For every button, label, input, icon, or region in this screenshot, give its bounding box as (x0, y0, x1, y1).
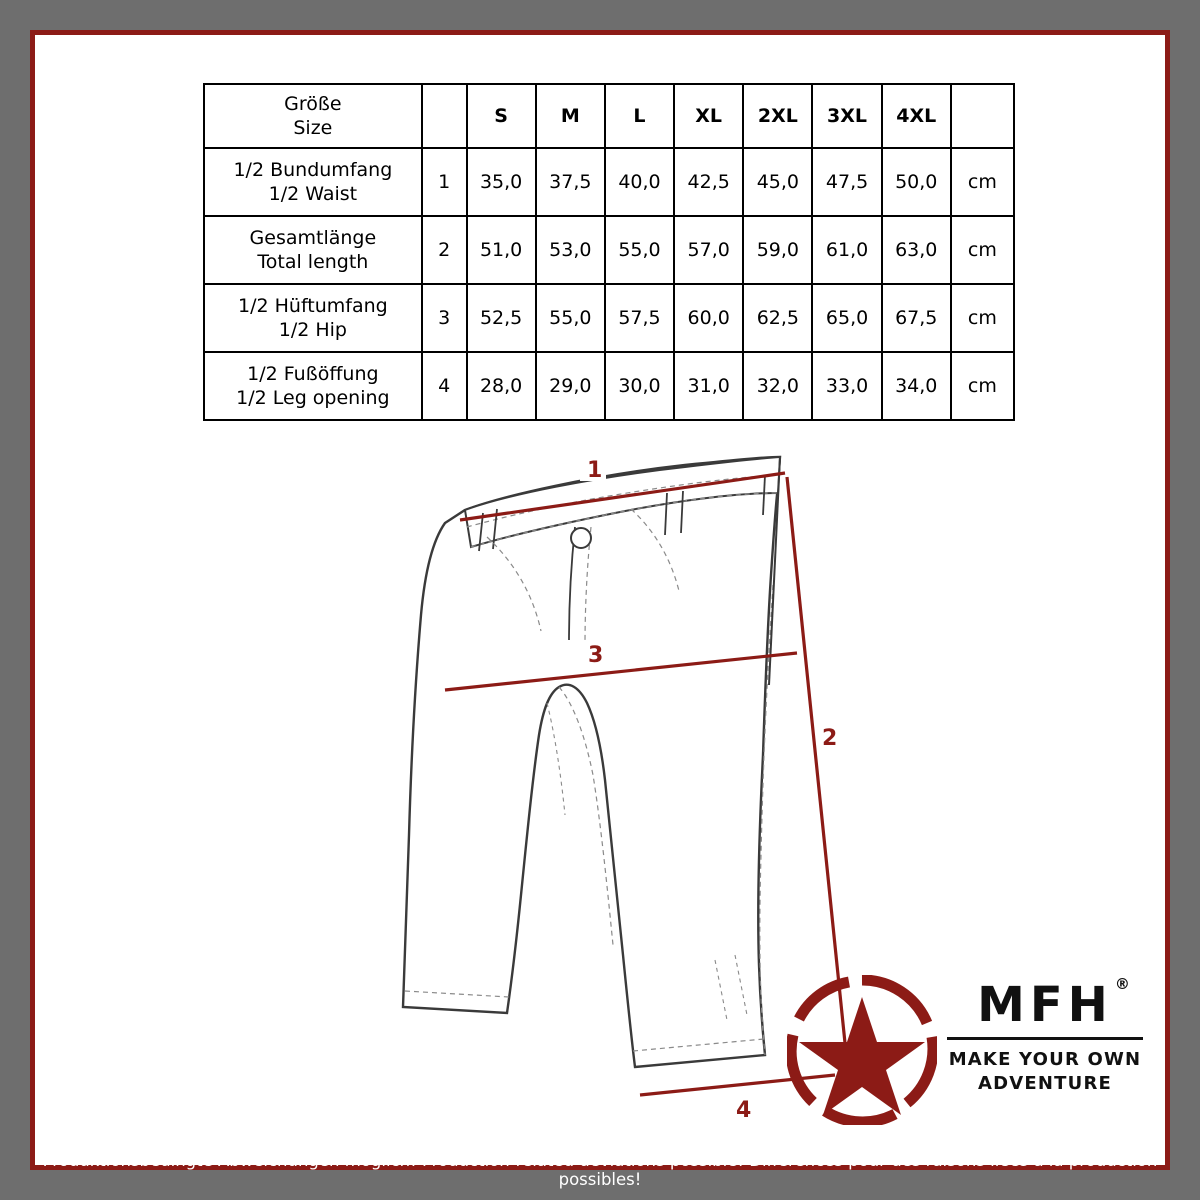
table-header-row (204, 84, 1014, 148)
tagline-line-1: MAKE YOUR OWN (948, 1049, 1142, 1070)
row-label-en: 1/2 Waist (268, 183, 358, 205)
cell-length-m: 53,0 (536, 216, 605, 284)
measure-line-total-length (787, 477, 845, 1043)
row-label-de: Gesamtlänge (249, 226, 377, 249)
brand-text (945, 975, 1145, 1097)
cell-hip-2xl: 62,5 (743, 284, 812, 352)
row-unit-hip: cm (951, 284, 1014, 352)
header-size-2xl: 2XL (743, 84, 812, 148)
cell-leg-xl: 31,0 (674, 352, 743, 420)
row-unit-waist: cm (951, 148, 1014, 216)
cell-leg-3xl: 33,0 (812, 352, 881, 420)
row-label-de: 1/2 Hüftumfang (238, 294, 388, 317)
header-size-label (204, 84, 422, 148)
row-label-de: 1/2 Fußöffung (247, 362, 379, 385)
registered-mark: ® (1114, 975, 1130, 993)
cell-leg-l: 30,0 (605, 352, 674, 420)
cell-waist-3xl: 47,5 (812, 148, 881, 216)
row-unit-length: cm (951, 216, 1014, 284)
cell-hip-4xl: 67,5 (882, 284, 951, 352)
row-label-de: 1/2 Bundumfang (233, 158, 393, 181)
label-total-length: 2 (822, 726, 838, 751)
cell-leg-4xl: 34,0 (882, 352, 951, 420)
row-index: 1 (422, 148, 467, 216)
cell-leg-s: 28,0 (467, 352, 536, 420)
cell-hip-s: 52,5 (467, 284, 536, 352)
white-canvas (35, 35, 1165, 1165)
row-label-en: 1/2 Hip (278, 319, 347, 341)
crotch-stitch (547, 703, 565, 815)
row-index: 4 (422, 352, 467, 420)
label-waist: 1 (587, 458, 603, 483)
row-label-en: Total length (257, 251, 369, 273)
cell-leg-m: 29,0 (536, 352, 605, 420)
header-index-cell (422, 84, 467, 148)
brand-name-text: MFH (977, 977, 1113, 1033)
cell-hip-xl: 60,0 (674, 284, 743, 352)
logo-divider (947, 1037, 1143, 1040)
label-leg-opening: 4 (736, 1098, 752, 1123)
cell-waist-2xl: 45,0 (743, 148, 812, 216)
header-size-de: Größe (284, 92, 342, 115)
header-size-en: Size (293, 117, 333, 139)
size-table (203, 83, 1015, 421)
cell-leg-2xl: 32,0 (743, 352, 812, 420)
row-label-hip (204, 284, 422, 352)
cell-length-3xl: 61,0 (812, 216, 881, 284)
shorts-outline (403, 457, 780, 1067)
header-size-4xl: 4XL (882, 84, 951, 148)
label-hip: 3 (588, 643, 604, 668)
brand-name (977, 975, 1130, 1033)
cell-length-2xl: 59,0 (743, 216, 812, 284)
button-icon (571, 528, 591, 548)
header-size-xl: XL (674, 84, 743, 148)
tagline-line-2: ADVENTURE (977, 1073, 1112, 1095)
footer-disclaimer: Produktionsbedingte Abweichungen möglich! Production-related deviations possible! Différences pour des raisons liées à la production possibles! (42, 1151, 1158, 1189)
brand-logo (787, 975, 1142, 1125)
header-size-3xl: 3XL (812, 84, 881, 148)
header-unit-cell (951, 84, 1014, 148)
table-row (204, 148, 1014, 216)
cell-waist-m: 37,5 (536, 148, 605, 216)
row-unit-leg: cm (951, 352, 1014, 420)
size-table-container (203, 83, 1015, 421)
cell-waist-4xl: 50,0 (882, 148, 951, 216)
cell-waist-l: 40,0 (605, 148, 674, 216)
cell-waist-xl: 42,5 (674, 148, 743, 216)
star-icon (787, 975, 937, 1125)
cell-waist-s: 35,0 (467, 148, 536, 216)
row-index: 3 (422, 284, 467, 352)
table-row (204, 216, 1014, 284)
content-frame (30, 30, 1170, 1170)
table-row (204, 352, 1014, 420)
cell-length-s: 51,0 (467, 216, 536, 284)
row-index: 2 (422, 216, 467, 284)
header-size-s: S (467, 84, 536, 148)
cell-hip-m: 55,0 (536, 284, 605, 352)
shorts-drawing (403, 457, 780, 1067)
cell-length-l: 55,0 (605, 216, 674, 284)
header-size-l: L (605, 84, 674, 148)
cell-hip-3xl: 65,0 (812, 284, 881, 352)
cell-length-4xl: 63,0 (882, 216, 951, 284)
header-size-m: M (536, 84, 605, 148)
table-row (204, 284, 1014, 352)
row-label-waist (204, 148, 422, 216)
row-label-en: 1/2 Leg opening (236, 387, 390, 409)
cell-hip-l: 57,5 (605, 284, 674, 352)
row-label-total-length (204, 216, 422, 284)
cell-length-xl: 57,0 (674, 216, 743, 284)
row-label-leg-opening (204, 352, 422, 420)
